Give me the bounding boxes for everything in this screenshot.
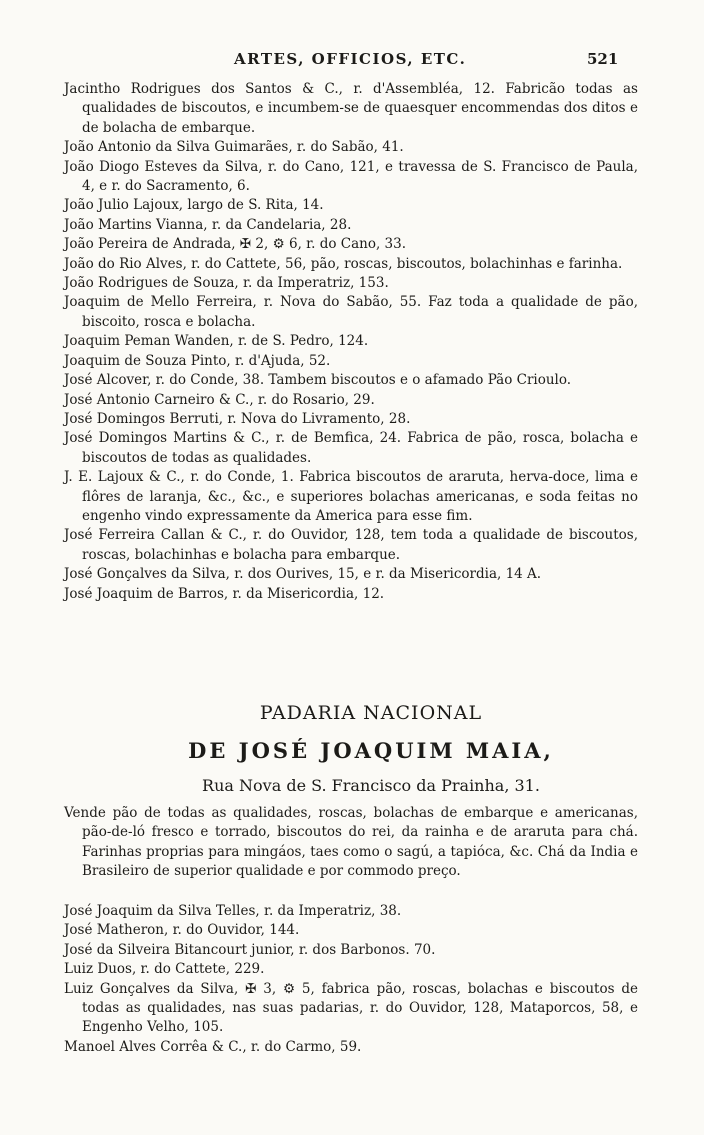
entry: José Joaquim da Silva Telles, r. da Imperatriz, 38. [64,903,402,919]
entry: José Domingos Berruti, r. Nova do Livramento, 28. [64,410,411,427]
page-number: 521 [587,50,619,68]
ad-address: Rua Nova de S. Francisco da Prainha, 31. [202,776,540,795]
entry: J. E. Lajoux & C., r. do Conde, 1. Fabrica biscoutos de araruta, herva-doce, lima e flôres de laranja, &c., &c., e superiores bolachas americanas, e soda feitas no engenho vindo expressamente da America para esse fim. [64,469,638,524]
entry: João do Rio Alves, r. do Cattete, 56, pão, roscas, biscoutos, bolachinhas e farinha. [64,255,623,272]
running-head-title: ARTES, OFFICIOS, ETC. [234,50,467,68]
advertisement [64,700,638,882]
entry: Luiz Duos, r. do Cattete, 229. [64,961,265,978]
entry: José da Silveira Bitancourt junior, r. dos Barbonos. 70. [64,941,436,958]
running-head [0,50,704,78]
entry-list-continued [64,902,638,1057]
entry: José Matheron, r. do Ouvidor, 144. [64,922,300,939]
entry: José Domingos Martins & C., r. de Bemfica, 24. Fabrica de pão, rosca, bolacha e biscoutos de todas as qualidades. [64,430,638,466]
ad-body: Vende pão de todas as qualidades, roscas, bolachas de embarque e americanas, pão-de-ló fresco e torrado, biscoutos do rei, da rainha e de araruta para chá. Farinhas proprias para mingáos, taes como o sagú, a tapióca, &c. Chá da India e Brasileiro de superior qualidade e por commodo preço. [64,805,638,880]
entry: José Gonçalves da Silva, r. dos Ourives, 15, e r. da Misericordia, 14 A. [64,566,542,583]
entry: Manoel Alves Corrêa & C., r. do Carmo, 59. [64,1038,362,1055]
entry: José Ferreira Callan & C., r. do Ouvidor, 128, tem toda a qualidade de biscoutos, roscas, bolachinhas e bolacha para embarque. [64,527,638,563]
ad-title: PADARIA NACIONAL [259,702,483,724]
entry: João Julio Lajoux, largo de S. Rita, 14. [64,197,324,214]
entry: João Rodrigues de Souza, r. da Imperatriz, 153. [64,275,389,292]
ad-subtitle: DE JOSÉ JOAQUIM MAIA, [188,738,554,763]
entry: José Joaquim de Barros, r. da Misericordia, 12. [64,585,385,602]
entry: José Alcover, r. do Conde, 38. Tambem biscoutos e o afamado Pão Crioulo. [64,372,572,389]
entry: João Diogo Esteves da Silva, r. do Cano, 121, e travessa de S. Francisco de Paula, 4, e r. do Sacramento, 6. [64,158,638,195]
entry: João Pereira de Andrada, ✠ 2, ⚙ 6, r. do Cano, 33. [64,236,407,253]
entry-list [64,80,638,604]
entry: Joaquim de Souza Pinto, r. d'Ajuda, 52. [64,352,331,369]
entry: José Antonio Carneiro & C., r. do Rosario, 29. [64,391,375,408]
entry: João Antonio da Silva Guimarães, r. do Sabão, 41. [64,139,404,156]
entry: Joaquim de Mello Ferreira, r. Nova do Sabão, 55. Faz toda a qualidade de pão, biscoito, rosca e bolacha. [64,294,638,330]
entry: João Martins Vianna, r. da Candelaria, 28. [64,216,352,233]
entry: Luiz Gonçalves da Silva, ✠ 3, ⚙ 5, fabrica pão, roscas, bolachas e biscoutos de todas as qualidades, nas suas padarias, r. do Ouvidor, 128, Mataporcos, 58, e Engenho Velho, 105. [64,980,638,1036]
entry: Joaquim Peman Wanden, r. de S. Pedro, 124. [64,333,369,350]
entry: Jacintho Rodrigues dos Santos & C., r. d'Assembléa, 12. Fabricão todas as qualidades de biscoutos, e incumbem-se de quaesquer encommendas dos ditos e de bolacha de embarque. [64,81,638,136]
